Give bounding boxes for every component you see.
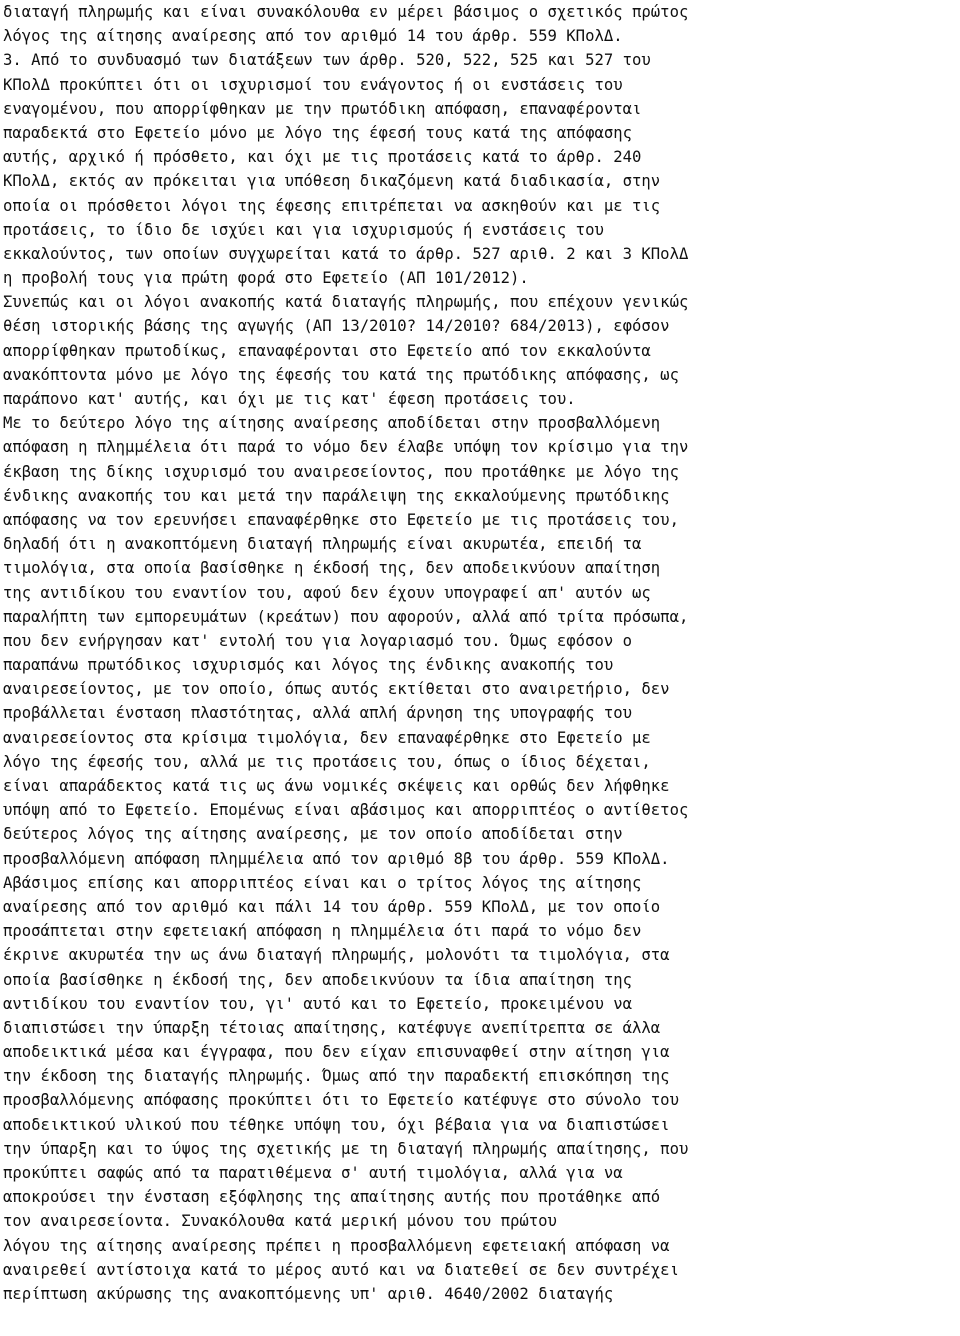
text-line: προσάπτεται στην εφετειακή απόφαση η πλημμέλεια ότι παρά το νόμο δεν [3,922,642,941]
text-line: αποκρούσει την ένσταση εξόφλησης της απαίτησης αυτής που προτάθηκε από [3,1188,661,1207]
document-text-body [3,0,960,1306]
text-line: εναγομένου, που απορρίφθηκαν με την πρωτόδικη απόφαση, επαναφέρονται [3,99,642,118]
text-line: αποδεικτικά μέσα και έγγραφα, που δεν είχαν επισυναφθεί στην αίτηση για [3,1043,670,1062]
text-line: παραλήπτη των εμπορευμάτων (κρεάτων) που αφορούν, αλλά από τρίτα πρόσωπα, [3,607,689,626]
text-line: προσβαλλόμενης απόφασης προκύπτει ότι το Εφετείο κατέφυγε στο σύνολο του [3,1091,679,1110]
text-line: λόγο της έφεσής του, αλλά με τις προτάσεις του, όπως ο ίδιος δέχεται, [3,752,651,771]
text-line: δηλαδή ότι η ανακοπτόμενη διαταγή πληρωμής είναι ακυρωτέα, επειδή τα [3,535,642,554]
text-line: προβάλλεται ένσταση πλαστότητας, αλλά απλή άρνηση της υπογραφής του [3,704,633,723]
text-line: απόφαση η πλημμέλεια ότι παρά το νόμο δεν έλαβε υπόψη τον κρίσιμο για την [3,438,689,457]
text-line: αναιρεσείοντος, με τον οποίο, όπως αυτός εκτίθεται στο αναιρετήριο, δεν [3,680,670,699]
text-line: περίπτωση ακύρωσης της ανακοπτόμενης υπ' αριθ. 4640/2002 διαταγής [3,1284,614,1303]
text-line: προτάσεις, το ίδιο δε ισχύει και για ισχυρισμούς ή ενστάσεις του [3,220,604,239]
text-line: Συνεπώς και οι λόγοι ανακοπής κατά διαταγής πληρωμής, που επέχουν γενικώς [3,293,689,312]
text-line: λόγου της αίτησης αναίρεσης πρέπει η προσβαλλόμενη εφετειακή απόφαση να [3,1236,670,1255]
text-line: διαταγή πληρωμής και είναι συνακόλουθα εν μέρει βάσιμος ο σχετικός πρώτος [3,3,689,21]
text-line: προσβαλλόμενη απόφαση πλημμέλεια από τον αριθμό 8β του άρθρ. 559 ΚΠολΔ. [3,849,670,868]
text-line: τον αναιρεσείοντα. Συνακόλουθα κατά μερική μόνου του πρώτου [3,1212,557,1231]
text-line: παραδεκτά στο Εφετείο μόνο με λόγο της έφεσή τους κατά της απόφασης [3,123,633,142]
text-line: Με το δεύτερο λόγο της αίτησης αναίρεσης αποδίδεται στην προσβαλλόμενη [3,414,661,433]
text-line: ένδικης ανακοπής του και μετά την παράλειψη της εκκαλούμενης πρωτόδικης [3,486,670,505]
text-line: ανακόπτοντα μόνο με λόγο της έφεσής του κατά της πρωτόδικης απόφασης, ως [3,365,679,384]
text-line: οποία βασίσθηκε η έκδοσή της, δεν αποδεικνύουν τα ίδια απαίτηση της [3,970,633,989]
text-line: ΚΠολΔ προκύπτει ότι οι ισχυρισμοί του ενάγοντος ή οι ενστάσεις του [3,75,623,94]
text-line: παραπάνω πρωτόδικος ισχυρισμός και λόγος της ένδικης ανακοπής του [3,656,614,675]
text-line: λόγος της αίτησης αναίρεσης από τον αριθμό 14 του άρθρ. 559 ΚΠολΔ. [3,27,623,46]
text-line: θέση ιστορικής βάσης της αγωγής (ΑΠ 13/2010? 14/2010? 684/2013), εφόσον [3,317,670,336]
text-line: αναιρεθεί αντίστοιχα κατά το μέρος αυτό και να διατεθεί σε δεν συντρέχει [3,1260,679,1279]
text-line: αυτής, αρχικό ή πρόσθετο, και όχι με τις προτάσεις κατά το άρθρ. 240 [3,148,642,167]
text-line: είναι απαράδεκτος κατά τις ως άνω νομικές σκέψεις και ορθώς δεν λήφθηκε [3,777,670,795]
text-line: έκβαση της δίκης ισχυρισμό του αναιρεσείοντος, που προτάθηκε με λόγο της [3,462,679,481]
text-line: υπόψη από το Εφετείο. Επομένως είναι αβάσιμος και απορριπτέος ο αντίθετος [3,801,689,820]
text-line: ΚΠολΔ, εκτός αν πρόκειται για υπόθεση δικαζόμενη κατά διαδικασία, στην [3,172,661,191]
text-line: η προβολή τους για πρώτη φορά στο Εφετείο (ΑΠ 101/2012). [3,269,529,288]
text-line: της αντιδίκου του εναντίον του, αφού δεν έχουν υπογραφεί απ' αυτόν ως [3,583,651,602]
text-line: τιμολόγια, στα οποία βασίσθηκε η έκδοσή της, δεν αποδεικνύουν απαίτηση [3,559,661,578]
text-line: αναίρεσης από τον αριθμό και πάλι 14 του άρθρ. 559 ΚΠολΔ, με τον οποίο [3,897,661,916]
text-line: οποία οι πρόσθετοι λόγοι της έφεσης επιτρέπεται να ασκηθούν και με τις [3,196,661,215]
text-line: την ύπαρξη και το ύψος της σχετικής με τη διαταγή πληρωμής απαίτησης, που [3,1139,689,1158]
text-line: 3. Από το συνδυασμό των διατάξεων των άρθρ. 520, 522, 525 και 527 του [3,51,651,70]
text-line: αντιδίκου του εναντίον του, γι' αυτό και το Εφετείο, προκειμένου να [3,994,633,1013]
text-line: έκρινε ακυρωτέα την ως άνω διαταγή πληρωμής, μολονότι τα τιμολόγια, στα [3,946,670,965]
text-line: διαπιστώσει την ύπαρξη τέτοιας απαίτησης, κατέφυγε ανεπίτρεπτα σε άλλα [3,1018,661,1037]
text-line: απόφασης να τον ερευνήσει επαναφέρθηκε στο Εφετείο με τις προτάσεις του, [3,510,679,529]
text-line: που δεν ενήργησαν κατ' εντολή του για λογαριασμό του. Όμως εφόσον ο [3,631,633,650]
text-line: αποδεικτικού υλικού που τέθηκε υπόψη του, όχι βέβαια για να διαπιστώσει [3,1115,670,1134]
text-line: προκύπτει σαφώς από τα παρατιθέμενα σ' αυτή τιμολόγια, αλλά για να [3,1164,623,1182]
text-line: εκκαλούντος, των οποίων συγχωρείται κατά το άρθρ. 527 αριθ. 2 και 3 ΚΠολΔ [3,244,689,263]
text-line: Αβάσιμος επίσης και απορριπτέος είναι και ο τρίτος λόγος της αίτησης [3,873,642,892]
text-line: δεύτερος λόγος της αίτησης αναίρεσης, με τον οποίο αποδίδεται στην [3,825,623,844]
text-line: την έκδοση της διαταγής πληρωμής. Όμως από την παραδεκτή επισκόπηση της [3,1067,670,1086]
text-line: αναιρεσείοντος στα κρίσιμα τιμολόγια, δεν επαναφέρθηκε στο Εφετείο με [3,728,651,747]
text-line: παράπονο κατ' αυτής, και όχι με τις κατ' έφεση προτάσεις του. [3,390,576,408]
text-line: απορρίφθηκαν πρωτοδίκως, επαναφέρονται στο Εφετείο από τον εκκαλούντα [3,341,651,360]
